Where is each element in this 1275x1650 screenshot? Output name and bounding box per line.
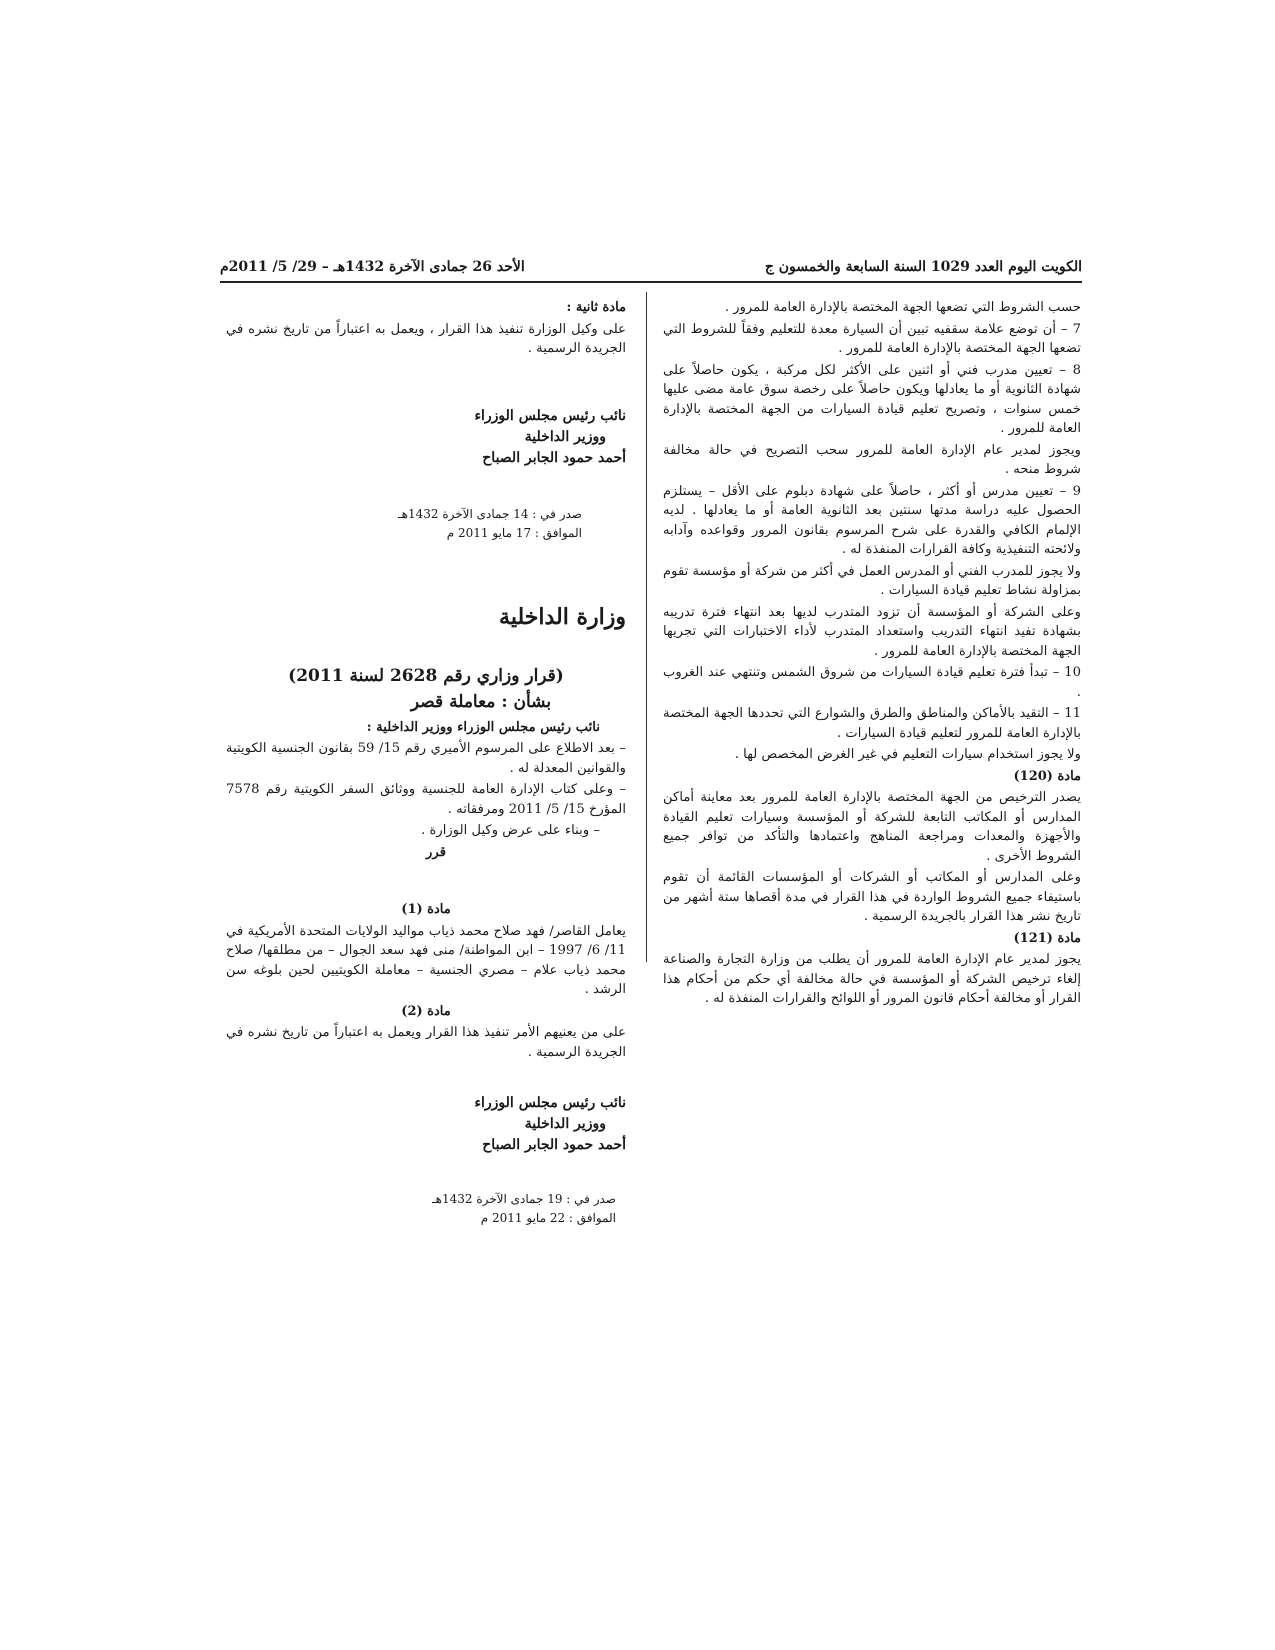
issue-date-hijri: صدر في : 14 جمادى الآخرة 1432هـ	[398, 506, 582, 521]
article-120-title: مادة (120)	[1013, 768, 1081, 784]
date-block	[226, 1191, 626, 1227]
header-date: الأحد 26 جمادى الآخرة 1432هـ – 29/ 5/ 2011م	[220, 259, 525, 275]
decree-title: (قرار وزاري رقم 2628 لسنة 2011)	[288, 665, 564, 686]
paragraph: ولا يجوز للمدرب الفني أو المدرس العمل في أكثر من شركة أو مؤسسة تقوم بمزاولة نشاط تعليم قيادة السيارات .	[663, 563, 1081, 598]
decree-subject: بشأن : معاملة قصر	[410, 691, 552, 712]
column-divider	[646, 292, 647, 962]
article-1-title: مادة (1)	[401, 902, 451, 917]
paragraph: 9 – تعيين مدرس أو أكثر ، حاصلاً على شهادة دبلوم على الأقل – يستلزم الحصول عليه دراسة مدتها سنتين بعد الثانوية العامة أو ما يعادلها . لديه الإلمام الكافي والقدرة على شرح المرسوم بقانون المرور وقواعده وآدابه ولائحته التنفيذية وكافة القرارات المنفذة له .	[663, 483, 1081, 557]
paragraph: يصدر الترخيص من الجهة المختصة بالإدارة العامة للمرور بعد معاينة أماكن المدارس أو المكاتب التابعة للشركة أو المؤسسة وسيارات تعليم القيادة والأجهزة والمعدات ومراجعة المناهج واعتمادها والتأكد من توافر جميع الشروط الأخرى .	[663, 790, 1081, 864]
paragraph: 11 – التقيد بالأماكن والمناطق والطرق والشوارع التي تحددها الجهة المختصة بالإدارة العامة للمرور لتعليم قيادة السيارات .	[663, 706, 1081, 741]
signature-name: أحمد حمود الجابر الصباح	[482, 449, 626, 466]
issue-date-hijri: صدر في : 19 جمادى الآخرة 1432هـ	[432, 1192, 616, 1206]
right-column	[663, 298, 1081, 1011]
paragraph: على وكيل الوزارة تنفيذ هذا القرار ، ويعمل به اعتباراً من تاريخ نشره في الجريدة الرسمية .	[226, 321, 626, 356]
paragraph: 10 – تبدأ فترة تعليم قيادة السيارات من شروق الشمس وتنتهي عند الغروب .	[663, 665, 1081, 700]
paragraph: يعامل القاصر/ فهد صلاح محمد ذياب مواليد الولايات المتحدة الأمريكية في 11/ 6/ 1997 – ابن المواطنة/ منى فهد سعد الجوال – من مطلقها/ صلاح محمد ذياب علام – مصري الجنسية – معاملة الكويتيين لحين بلوغه سن الرشد .	[226, 923, 626, 997]
paragraph: وعلى المدارس أو المكاتب أو الشركات أو المؤسسات القائمة أن تقوم باستيفاء جميع الشروط الواردة في هذا القرار في مدة أقصاها ستة أشهر من تاريخ نشر هذا القرار بالجريدة الرسمية .	[663, 870, 1081, 924]
issue-date-gregorian: الموافق : 17 مايو 2011 م	[446, 525, 582, 540]
paragraph: وعلى الشركة أو المؤسسة أن تزود المتدرب لديها بعد انتهاء فترة تدريبه بشهادة تفيد انتهاء التدريب واستعداد المتدرب لأداء الاختبارات التي تجريها الجهة المختصة بالإدارة العامة للمرور .	[663, 604, 1081, 659]
decided-label: قرر	[426, 844, 446, 860]
preamble-item: – وبناء على عرض وكيل الوزارة .	[421, 823, 600, 838]
article-121-title: مادة (121)	[1013, 930, 1081, 946]
paragraph: ويجوز لمدير عام الإدارة العامة للمرور سحب التصريح في حالة مخالفة شروط منحه .	[663, 442, 1081, 477]
page-header	[220, 256, 1082, 278]
paragraph: ولا يجوز استخدام سيارات التعليم في غير الغرض المخصص لها .	[734, 747, 1081, 762]
paragraph: 7 – أن توضع علامة سقفيه تبين أن السيارة معدة للتعليم وفقاً للشروط التي تضعها الجهة المختصة بالإدارة العامة للمرور .	[663, 321, 1081, 356]
preamble-item: – بعد الاطلاع على المرسوم الأميري رقم 15/ 59 بقانون الجنسية الكويتية والقوانين المعدلة له .	[226, 741, 626, 776]
paragraph: حسب الشروط التي تضعها الجهة المختصة بالإدارة العامة للمرور .	[724, 300, 1081, 315]
paragraph: 8 – تعيين مدرب فني أو اثنين على الأكثر لكل مركبة ، يكون حاصلاً على شهادة الثانوية أو ما يعادلها ويكون حاصلاً على رخصة سوق عامة مضى عليها خمس سنوات ، وتصريح تعليم قيادة السيارات من الجهة المختصة بالإدارة العامة للمرور .	[663, 362, 1081, 436]
signature-title: نائب رئيس مجلس الوزراء	[474, 407, 626, 424]
preamble-item: – وعلى كتاب الإدارة العامة للجنسية ووثائق السفر الكويتية رقم 7578 المؤرخ 15/ 5/ 2011 ومرفقاته .	[226, 782, 626, 817]
header-rule	[220, 281, 1082, 283]
article-second-title: مادة ثانية :	[566, 300, 626, 315]
issue-date-gregorian: الموافق : 22 مايو 2011 م	[480, 1211, 616, 1225]
paragraph: يجوز لمدير عام الإدارة العامة للمرور أن يطلب من وزارة التجارة والصناعة إلغاء ترخيص الشركة أو المؤسسة في حالة مخالفة أي حكم من أحكام هذا القرار أو مخالفة أحكام قانون المرور أو اللوائح والقرارات المنفذة له .	[663, 952, 1081, 1006]
ministry-heading: وزارة الداخلية	[499, 603, 626, 630]
signature-title: ووزير الداخلية	[524, 428, 606, 445]
date-block	[226, 506, 626, 542]
preamble-heading: نائب رئيس مجلس الوزراء ووزير الداخلية :	[366, 719, 600, 735]
signature-title: نائب رئيس مجلس الوزراء	[474, 1095, 626, 1111]
signature-title: ووزير الداخلية	[524, 1116, 606, 1132]
header-issue-info: الكويت اليوم العدد 1029 السنة السابعة والخمسون ج	[764, 259, 1082, 275]
paragraph: على من يعنيهم الأمر تنفيذ هذا القرار ويعمل به اعتباراً من تاريخ نشره في الجريدة الرسمية .	[226, 1025, 626, 1060]
article-2-title: مادة (2)	[401, 1003, 451, 1019]
signature-block	[416, 1094, 626, 1155]
signature-name: أحمد حمود الجابر الصباح	[482, 1137, 626, 1153]
left-column	[226, 298, 626, 1229]
signature-block	[416, 407, 626, 468]
